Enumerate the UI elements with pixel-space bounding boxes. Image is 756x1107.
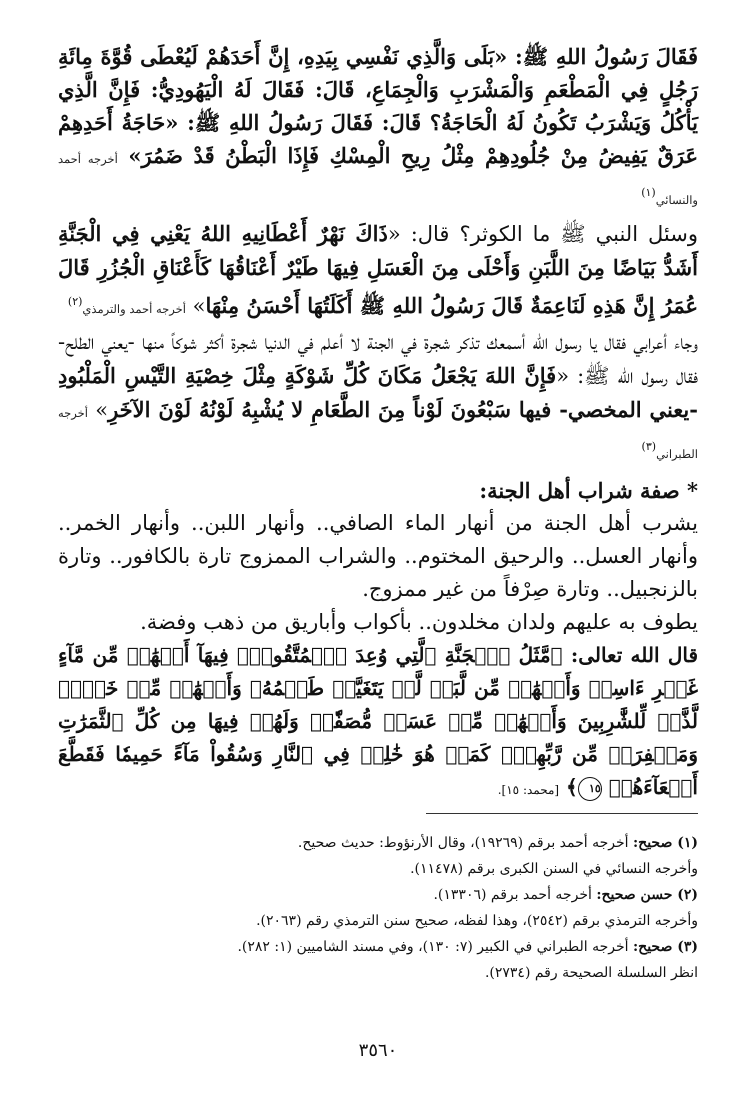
quran-text: مَّثَلُ ٱلۡجَنَّةِ ٱلَّتِي وُعِدَ ٱلۡمُتَّقُونَۖ فِيهَآ أَنۡهَٰرٞ مِّن مَّآءٍ غَيۡرِ ءَاسِنٖ وَأَنۡهَٰرٞ مِّن لَّبَنٖ لَّمۡ يَتَغَيَّرۡ طَعۡمُهُۥ وَأَنۡهَٰرٞ مِّنۡ خَمۡرٖ لَّذَّةٖ لِّلشَّٰرِبِينَ وَأَنۡهَٰرٞ مِّنۡ عَسَلٖ مُّصَفّٗىۖ وَلَهُمۡ فِيهَا مِن كُلِّ ٱلثَّمَرَٰتِ وَمَغۡفِرَةٞ مِّن رَّبِّهِمۡۖ كَمَنۡ هُوَ خَٰلِدٞ فِي ٱلنَّارِ وَسُقُواْ مَآءً حَمِيمٗا فَقَطَّعَ أَمۡعَآءَهُمۡ (58, 643, 698, 799)
section-heading: * صفة شراب أهل الجنة: (479, 478, 698, 503)
footnote-3-continued: انظر السلسلة الصحيحة رقم (٢٧٣٤). (484, 965, 698, 981)
footnote-2-continued: وأخرجه الترمذي برقم (٢٥٤٢)، وهذا لفظه، صحيح سنن الترمذي رقم (٢٠٦٣). (256, 913, 698, 929)
hadith-3-text: فَإِنَّ اللهَ يَجْعَلُ مَكَانَ كُلِّ شَوْكَةٍ مِثْلَ خِصْيَةِ التَّيْسِ الْمَلْبُودِ -يعني المخصي- فيها سَبْعُونَ لَوْناً مِنَ الطَّعَامِ لا يُشْبِهُ لَوْنُهُ لَوْنَ الآخَرِ (58, 363, 698, 422)
footnote-2-label: (٢) حسن صحيح: (596, 887, 698, 903)
paragraph-hadith-3 (58, 326, 698, 471)
footnote-2-text: أخرجه أحمد برقم (١٣٣٠٦). (433, 887, 592, 903)
footnote-3 (58, 934, 698, 960)
paragraph-hadith-1 (58, 40, 698, 217)
footnote-3-label: (٣) صحيح: (632, 939, 698, 955)
quran-verse (58, 639, 698, 807)
hadith-3-intro: وجاء أعرابي فقال يا رسول الله أسمعك تذكر شجرة في الجنة لا أعلم في الدنيا شجرة أكثر شوكاً منها -يعني الطلح- فقال رسول الله ﷺ: « (58, 330, 699, 388)
ayah-number-mark: ١٥ (578, 777, 602, 801)
footnote-1-label: (١) صحيح: (632, 835, 698, 851)
page-number: ٣٥٦٠ (358, 1040, 398, 1061)
footnote-separator (426, 813, 698, 814)
hadith-2-reference: أخرجه أحمد والترمذي (82, 302, 186, 316)
hadith-1-close: » (128, 143, 142, 168)
hadith-2-intro: وسئل النبي ﷺ ما الكوثر؟ قال: « (387, 222, 698, 246)
sura-reference: [محمد: ١٥]. (497, 783, 560, 797)
paragraph-servants: يطوف به عليهم ولدان مخلدون.. بأكواب وأباريق من ذهب وفضة. (140, 610, 698, 634)
quran-close: ﴾ (566, 775, 578, 799)
footnote-2 (58, 882, 698, 908)
footnote-marker-1: (١) (641, 186, 656, 199)
footnotes (58, 830, 698, 986)
hadith-1-text: بَلَى وَالَّذِي نَفْسِي بِيَدِهِ، إِنَّ أَحَدَهُمْ لَيُعْطَى قُوَّةَ مِائَةِ رَجُلٍ فِي الْمَطْعَمِ وَالْمَشْرَبِ وَالْجِمَاعِ، قَالَ: فَقَالَ لَهُ الْيَهُودِيُّ: فَإِنَّ الَّذِي يَأْكُلُ وَيَشْرَبُ تَكُونُ لَهُ الْحَاجَةُ؟ قَالَ: فَقَالَ رَسُولُ اللهِ ﷺ: «حَاجَةُ أَحَدِهِمْ عَرَقٌ يَفِيضُ مِنْ جُلُودِهِمْ مِثْلُ رِيحِ الْمِسْكِ فَإِذَا الْبَطْنُ قَدْ ضَمُرَ (58, 44, 698, 168)
footnote-marker-3: (٣) (641, 440, 657, 453)
quran-intro: قال الله تعالى: ﴿ (550, 643, 699, 667)
hadith-2-text: ذَاكَ نَهْرٌ أَعْطَانِيهِ اللهُ يَعْنِي فِي الْجَنَّةِ أَشَدُّ بَيَاضًا مِنَ اللَّبَنِ وَأَحْلَى مِنَ الْعَسَلِ فِيهَا طَيْرٌ أَعْنَاقُهَا كَأَعْنَاقِ الْجُزُرِ قَالَ عُمَرُ إِنَّ هَذِهِ لَنَاعِمَةٌ قَالَ رَسُولُ اللهِ ﷺ أَكَلَتُهَا أَحْسَنُ مِنْهَا (58, 221, 698, 318)
footnote-1-continued: وأخرجه النسائي في السنن الكبرى برقم (١١٤٧٨). (410, 861, 698, 877)
footnote-marker-2: (٢) (67, 295, 83, 308)
paragraph-drinks: يشرب أهل الجنة من أنهار الماء الصافي.. وأنهار اللبن.. وأنهار الخمر.. وأنهار العسل.. والرحيق المختوم.. والشراب الممزوج تارة بالكافور.. وتارة بالزنجبيل.. وتارة صِرْفاً من غير ممزوج. (58, 511, 699, 601)
hadith-3-close: » (95, 398, 109, 422)
main-text (58, 40, 698, 807)
hadith-1-reference: أخرجه أحمد والنسائي (58, 152, 698, 207)
footnote-3-text: أخرجه الطبراني في الكبير (٧: ١٣٠)، وفي مسند الشاميين (١: ٢٨٢). (237, 939, 629, 955)
hadith-3-reference: أخرجه الطبراني (58, 406, 698, 461)
footnote-1-text: أخرجه أحمد برقم (١٩٢٦٩)، وقال الأرنؤوط: حديث صحيح. (297, 835, 629, 851)
hadith-1-intro: فَقَالَ رَسُولُ اللهِ ﷺ: « (494, 44, 698, 69)
hadith-2-close: » (192, 294, 206, 318)
paragraph-hadith-2 (58, 217, 698, 326)
footnote-1 (58, 830, 698, 856)
